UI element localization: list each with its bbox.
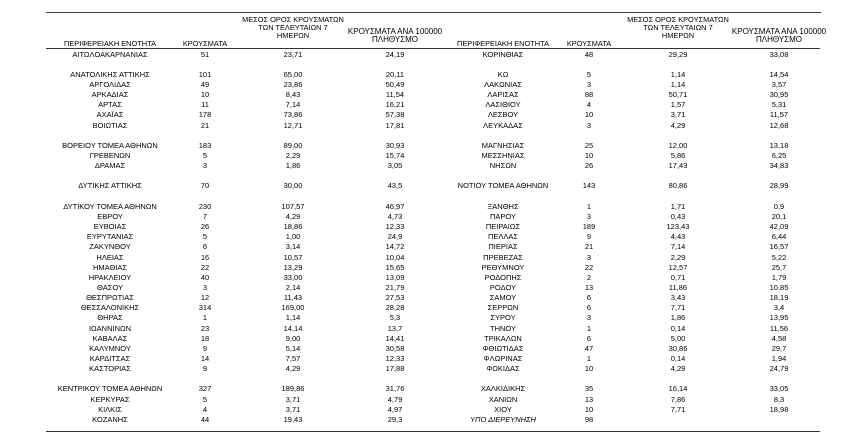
avg-cell: 13,29: [283, 262, 303, 272]
header-avg-left: ΜΕΣΟΣ ΟΡΟΣ ΚΡΟΥΣΜΑΤΩΝ ΤΩΝ ΤΕΛΕΥΤΑΙΩΝ 7 ΗΜΕΡΩΝ: [242, 15, 344, 41]
cases-cell: 9: [586, 232, 592, 242]
region-cell: ΓΡΕΒΕΝΩΝ: [89, 151, 131, 160]
region-cell: ΡΟΔΟΥ: [489, 282, 517, 292]
avg-cell: 4,29: [670, 120, 686, 130]
region-cell: ΗΡΑΚΛΕΙΟΥ: [88, 272, 132, 282]
cases-cell: 18: [200, 333, 210, 343]
per100k-cell: 3,4: [773, 303, 785, 313]
per100k-cell: 14,72: [385, 242, 405, 252]
per100k-cell: 5,31: [771, 100, 787, 110]
region-cell: ΛΕΣΒΟΥ: [487, 110, 519, 120]
cases-cell: 6: [586, 303, 592, 313]
avg-cell: 4,43: [670, 232, 686, 242]
avg-cell: 1,71: [670, 201, 686, 211]
region-cell: ΚΑΛΥΜΝΟΥ: [89, 343, 131, 353]
avg-cell: 23,71: [283, 49, 303, 59]
region-cell: ΘΑΣΟΥ: [97, 282, 123, 292]
header-region-right: ΠΕΡΙΦΕΡΕΙΑΚΗ ΕΝΟΤΗΤΑ: [457, 39, 549, 48]
per100k-cell: 13,95: [769, 313, 789, 323]
region-cell: ΕΥΒΟΙΑΣ: [93, 222, 127, 232]
region-cell: ΘΕΣΠΡΩΤΙΑΣ: [86, 293, 134, 303]
region-cell: ΦΛΩΡΙΝΑΣ: [483, 354, 523, 363]
region-cell: ΚΕΝΤΡΙΚΟΥ ΤΟΜΕΑ ΑΘΗΝΩΝ: [57, 384, 163, 394]
region-cell: ΠΡΕΒΕΖΑΣ: [483, 252, 523, 262]
avg-cell: 4,29: [285, 364, 301, 374]
avg-cell: 1,14: [285, 313, 301, 323]
header-cases-right: ΚΡΟΥΣΜΑΤΑ: [566, 39, 612, 48]
avg-cell: 10,57: [283, 252, 303, 262]
region-cell: ΙΩΑΝΝΙΝΩΝ: [88, 323, 132, 333]
avg-cell: 5,86: [670, 151, 686, 160]
cases-cell: 7: [202, 211, 208, 221]
avg-cell: 123,43: [666, 222, 690, 232]
per100k-cell: 24,19: [385, 49, 405, 59]
avg-cell: 11,86: [668, 282, 688, 292]
region-cell: ΑΡΓΟΛΙΔΑΣ: [89, 79, 131, 89]
region-cell: ΛΑΣΙΘΙΟΥ: [485, 100, 521, 110]
avg-cell: 33,00: [283, 272, 303, 282]
avg-cell: 50,71: [668, 90, 688, 100]
avg-cell: 7,14: [285, 100, 301, 110]
cases-cell: 3: [586, 120, 592, 130]
cases-cell: 22: [200, 262, 210, 272]
cases-cell: 13: [584, 394, 594, 404]
avg-cell: 8,43: [285, 90, 301, 100]
avg-cell: 1,14: [670, 79, 686, 89]
cases-cell: 4: [202, 404, 208, 414]
region-cell: ΚΕΡΚΥΡΑΣ: [90, 394, 130, 404]
avg-cell: 0,43: [670, 211, 686, 221]
avg-cell: 12,71: [283, 120, 303, 130]
cases-cell: 4: [586, 100, 592, 110]
cases-cell: 23: [200, 323, 210, 333]
cases-cell: 5: [202, 151, 208, 160]
region-cell: ΚΑΡΔΙΤΣΑΣ: [89, 354, 131, 363]
avg-cell: 80,86: [668, 181, 688, 191]
avg-cell: 0,71: [670, 272, 686, 282]
region-cell: ΗΛΕΙΑΣ: [96, 252, 124, 262]
cases-cell: 1: [586, 201, 592, 211]
avg-cell: 17,43: [668, 161, 688, 171]
per100k-cell: 20,11: [385, 69, 405, 79]
avg-cell: 29,29: [668, 49, 688, 59]
region-cell: ΚΩ: [497, 69, 509, 79]
region-cell: ΕΥΡΥΤΑΝΙΑΣ: [86, 232, 134, 242]
region-cell: ΚΟΖΑΝΗΣ: [92, 414, 128, 424]
cases-cell: 101: [198, 69, 212, 79]
cases-cell: 230: [198, 201, 212, 211]
per100k-cell: 6,25: [771, 151, 787, 160]
region-cell: ΑΝΑΤΟΛΙΚΗΣ ΑΤΤΙΚΗΣ: [70, 69, 150, 79]
region-cell: ΛΕΥΚΑΔΑΣ: [483, 120, 523, 130]
cases-cell: 2: [586, 272, 592, 282]
region-cell: ΛΑΚΩΝΙΑΣ: [484, 79, 522, 89]
per100k-cell: 20,1: [771, 211, 787, 221]
per100k-cell: 4,97: [387, 404, 403, 414]
region-cell: ΧΑΛΚΙΔΙΚΗΣ: [480, 384, 526, 394]
cases-cell: 26: [584, 161, 594, 171]
region-cell: ΣΑΜΟΥ: [489, 293, 517, 303]
region-cell: ΥΠΟ ΔΙΕΡΕΥΝΗΣΗ: [470, 414, 536, 424]
cases-cell: 16: [200, 252, 210, 262]
per100k-cell: 17,81: [385, 120, 405, 130]
per100k-cell: 24,9: [387, 232, 403, 242]
region-cell: ΦΘΙΩΤΙΔΑΣ: [482, 343, 524, 353]
per100k-cell: 14,54: [769, 69, 789, 79]
cases-cell: 6: [586, 333, 592, 343]
avg-cell: 3,71: [285, 404, 301, 414]
per100k-cell: 16,21: [385, 100, 405, 110]
region-cell: ΛΑΡΙΣΑΣ: [487, 90, 519, 100]
avg-cell: 7,71: [670, 303, 686, 313]
region-cell: ΡΟΔΟΠΗΣ: [484, 272, 522, 282]
avg-cell: 7,57: [285, 354, 301, 363]
region-cell: ΧΑΝΙΩΝ: [488, 394, 518, 404]
avg-cell: 0,14: [670, 323, 686, 333]
cases-cell: 6: [586, 293, 592, 303]
region-cell: ΣΕΡΡΩΝ: [487, 303, 519, 313]
cases-cell: 47: [584, 343, 594, 353]
avg-cell: 14,14: [283, 323, 303, 333]
cases-cell: 6: [202, 242, 208, 252]
region-cell: ΑΙΤΩΛΟΑΚΑΡΝΑΝΙΑΣ: [72, 49, 148, 59]
region-cell: ΒΟΡΕΙΟΥ ΤΟΜΕΑ ΑΘΗΝΩΝ: [62, 140, 158, 150]
region-cell: ΚΑΣΤΟΡΙΑΣ: [89, 364, 131, 374]
avg-cell: 23,86: [283, 79, 303, 89]
per100k-cell: 21,79: [385, 282, 405, 292]
region-cell: ΤΡΙΚΑΛΩΝ: [484, 333, 522, 343]
per100k-cell: 27,53: [385, 293, 405, 303]
header-avg-right: ΜΕΣΟΣ ΟΡΟΣ ΚΡΟΥΣΜΑΤΩΝ ΤΩΝ ΤΕΛΕΥΤΑΙΩΝ 7 ΗΜΕΡΩΝ: [627, 15, 729, 41]
cases-cell: 314: [198, 303, 212, 313]
region-cell: ΠΑΡΟΥ: [489, 211, 516, 221]
avg-cell: 3,71: [285, 394, 301, 404]
per100k-cell: 25,7: [771, 262, 787, 272]
region-cell: ΖΑΚΥΝΘΟΥ: [89, 242, 131, 252]
region-cell: ΘΗΡΑΣ: [97, 313, 123, 323]
avg-cell: 30,86: [668, 343, 688, 353]
avg-cell: 1,57: [670, 100, 686, 110]
per100k-cell: 5,3: [389, 313, 401, 323]
per100k-cell: 8,3: [773, 394, 785, 404]
per100k-cell: 24,79: [769, 364, 789, 374]
cases-cell: 3: [202, 282, 208, 292]
region-cell: ΗΜΑΘΙΑΣ: [92, 262, 128, 272]
top-border: [46, 12, 821, 13]
region-cell: ΔΥΤΙΚΟΥ ΤΟΜΕΑ ΑΘΗΝΩΝ: [63, 201, 157, 211]
per100k-cell: 11,57: [769, 110, 789, 120]
avg-cell: 3,14: [285, 242, 301, 252]
avg-cell: 4,29: [670, 364, 686, 374]
cases-cell: 189: [582, 222, 596, 232]
per100k-cell: 42,09: [769, 222, 789, 232]
region-cell: ΘΕΣΣΑΛΟΝΙΚΗΣ: [80, 303, 140, 313]
avg-cell: 12,00: [668, 140, 688, 150]
per100k-cell: 0,9: [773, 201, 785, 211]
per100k-cell: 30,58: [385, 343, 405, 353]
region-cell: ΚΙΛΚΙΣ: [98, 404, 122, 414]
per100k-cell: 11,54: [385, 90, 405, 100]
region-cell: ΧΙΟΥ: [494, 404, 512, 414]
avg-cell: 5,00: [670, 333, 686, 343]
cases-cell: 49: [200, 79, 210, 89]
region-cell: ΚΑΒΑΛΑΣ: [92, 333, 128, 343]
cases-cell: 98: [584, 414, 594, 424]
cases-cell: 3: [586, 313, 592, 323]
cases-cell: 25: [584, 140, 594, 150]
cases-cell: 10: [584, 151, 594, 160]
avg-cell: 12,57: [668, 262, 688, 272]
avg-cell: 19,43: [283, 414, 303, 424]
avg-cell: 5,14: [285, 343, 301, 353]
cases-cell: 5: [202, 232, 208, 242]
per100k-cell: 50,49: [385, 79, 405, 89]
per100k-cell: 29,7: [771, 343, 787, 353]
cases-cell: 1: [586, 354, 592, 363]
per100k-cell: 33,05: [769, 384, 789, 394]
per100k-cell: 4,73: [387, 211, 403, 221]
per100k-cell: 29,3: [387, 414, 403, 424]
per100k-cell: 10,85: [769, 282, 789, 292]
cases-cell: 10: [584, 404, 594, 414]
cases-cell: 3: [586, 79, 592, 89]
cases-cell: 10: [584, 110, 594, 120]
per100k-cell: 6,44: [771, 232, 787, 242]
avg-cell: 189,86: [281, 384, 305, 394]
region-cell: ΔΡΑΜΑΣ: [94, 161, 126, 171]
region-cell: ΑΡΚΑΔΙΑΣ: [91, 90, 129, 100]
cases-cell: 1: [202, 313, 208, 323]
per100k-cell: 30,95: [769, 90, 789, 100]
avg-cell: 7,71: [670, 404, 686, 414]
cases-cell: 10: [584, 364, 594, 374]
cases-cell: 3: [586, 211, 592, 221]
per100k-cell: 4,79: [387, 394, 403, 404]
per100k-cell: 1,94: [771, 354, 787, 363]
per100k-cell: 4,58: [771, 333, 787, 343]
per100k-cell: 18,19: [769, 293, 789, 303]
avg-cell: 89,00: [283, 140, 303, 150]
per100k-cell: 57,38: [385, 110, 405, 120]
cases-cell: 44: [200, 414, 210, 424]
region-cell: ΦΩΚΙΔΑΣ: [486, 364, 520, 374]
avg-cell: 2,14: [285, 282, 301, 292]
per100k-cell: 34,83: [769, 161, 789, 171]
avg-cell: 73,86: [283, 110, 303, 120]
region-cell: ΤΗΝΟΥ: [489, 323, 516, 333]
avg-cell: 1,86: [670, 313, 686, 323]
per100k-cell: 12,33: [385, 354, 405, 363]
region-cell: ΞΑΝΘΗΣ: [487, 201, 519, 211]
cases-cell: 9: [202, 364, 208, 374]
per100k-cell: 13,18: [769, 140, 789, 150]
avg-cell: 2,29: [670, 252, 686, 262]
avg-cell: 169,00: [281, 303, 305, 313]
avg-cell: 3,71: [670, 110, 686, 120]
cases-cell: 48: [584, 49, 594, 59]
avg-cell: 4,29: [285, 211, 301, 221]
cases-cell: 11: [201, 100, 209, 110]
cases-cell: 143: [582, 181, 596, 191]
per100k-cell: 13,09: [385, 272, 405, 282]
bottom-rule: [46, 431, 820, 432]
cases-cell: 88: [584, 90, 594, 100]
avg-cell: 1,00: [285, 232, 301, 242]
avg-cell: 7,86: [670, 394, 686, 404]
per100k-cell: 1,79: [771, 272, 787, 282]
region-cell: ΔΥΤΙΚΗΣ ΑΤΤΙΚΗΣ: [78, 181, 142, 191]
region-cell: ΣΥΡΟΥ: [490, 313, 516, 323]
per100k-cell: 3,57: [771, 79, 787, 89]
cases-cell: 1: [586, 323, 592, 333]
region-cell: ΜΑΓΝΗΣΙΑΣ: [481, 140, 525, 150]
per100k-cell: 13,7: [387, 323, 403, 333]
header-per100k-right: ΚΡΟΥΣΜΑΤΑ ΑΝΑ 100000 ΠΛΗΘΥΣΜΟ: [731, 27, 827, 45]
cases-cell: 9: [202, 343, 208, 353]
per100k-cell: 33,08: [769, 49, 789, 59]
cases-cell: 5: [202, 394, 208, 404]
region-cell: ΜΕΣΣΗΝΙΑΣ: [481, 151, 525, 160]
per100k-cell: 28,99: [769, 181, 789, 191]
avg-cell: 7,14: [670, 242, 686, 252]
region-cell: ΠΙΕΡΙΑΣ: [488, 242, 518, 252]
per100k-cell: 12,68: [769, 120, 789, 130]
per100k-cell: 46,97: [385, 201, 405, 211]
avg-cell: 1,14: [670, 69, 686, 79]
per100k-cell: 31,76: [385, 384, 405, 394]
per100k-cell: 43,5: [387, 181, 403, 191]
region-cell: ΡΕΘΥΜΝΟΥ: [481, 262, 525, 272]
region-cell: ΕΒΡΟΥ: [97, 211, 123, 221]
cases-cell: 40: [200, 272, 210, 282]
cases-cell: 178: [198, 110, 212, 120]
per100k-cell: 15,74: [385, 151, 405, 160]
avg-cell: 65,00: [283, 69, 303, 79]
per100k-cell: 10,04: [385, 252, 405, 262]
region-cell: ΝΟΤΙΟΥ ΤΟΜΕΑ ΑΘΗΝΩΝ: [457, 181, 549, 191]
region-cell: ΑΧΑΪΑΣ: [96, 110, 124, 120]
cases-cell: 21: [584, 242, 594, 252]
cases-cell: 21: [200, 120, 210, 130]
region-cell: ΠΕΙΡΑΙΩΣ: [485, 222, 521, 232]
per100k-cell: 30,93: [385, 140, 405, 150]
cases-cell: 26: [200, 222, 210, 232]
cases-cell: 35: [584, 384, 594, 394]
header-per100k-left: ΚΡΟΥΣΜΑΤΑ ΑΝΑ 100000 ΠΛΗΘΥΣΜΟ: [347, 27, 443, 45]
per100k-cell: 17,88: [385, 364, 405, 374]
header-cases-left: ΚΡΟΥΣΜΑΤΑ: [182, 39, 228, 48]
cases-cell: 14: [200, 354, 210, 363]
cases-cell: 5: [586, 69, 592, 79]
per100k-cell: 11,56: [769, 323, 789, 333]
cases-cell: 13: [584, 282, 594, 292]
per100k-cell: 16,57: [769, 242, 789, 252]
per100k-cell: 18,98: [769, 404, 789, 414]
region-cell: ΠΕΛΛΑΣ: [487, 232, 519, 242]
cases-cell: 3: [202, 161, 208, 171]
avg-cell: 16,14: [668, 384, 688, 394]
region-cell: ΚΟΡΙΝΘΙΑΣ: [482, 49, 524, 59]
avg-cell: 30,00: [283, 181, 303, 191]
per100k-cell: 3,05: [387, 161, 403, 171]
per100k-cell: 5,22: [771, 252, 787, 262]
avg-cell: 1,86: [285, 161, 301, 171]
region-cell: ΑΡΤΑΣ: [98, 100, 122, 110]
avg-cell: 18,86: [283, 222, 303, 232]
avg-cell: 0,14: [670, 354, 686, 363]
region-cell: ΒΟΙΩΤΙΑΣ: [92, 120, 128, 130]
avg-cell: 107,57: [281, 201, 305, 211]
header-region-left: ΠΕΡΙΦΕΡΕΙΑΚΗ ΕΝΟΤΗΤΑ: [64, 39, 156, 48]
per100k-cell: 14,41: [385, 333, 405, 343]
cases-cell: 327: [198, 384, 212, 394]
cases-cell: 70: [200, 181, 210, 191]
region-cell: ΝΗΣΩΝ: [489, 161, 517, 171]
cases-cell: 51: [200, 49, 210, 59]
avg-cell: 11,43: [283, 293, 303, 303]
cases-cell: 3: [586, 252, 592, 262]
per100k-cell: 15,65: [385, 262, 405, 272]
cases-cell: 183: [198, 140, 212, 150]
per100k-cell: 28,28: [385, 303, 405, 313]
per100k-cell: 12,33: [385, 222, 405, 232]
cases-cell: 10: [200, 90, 210, 100]
cases-cell: 22: [584, 262, 594, 272]
avg-cell: 9,00: [285, 333, 301, 343]
cases-cell: 12: [200, 293, 210, 303]
avg-cell: 2,29: [285, 151, 301, 160]
avg-cell: 3,43: [670, 293, 686, 303]
